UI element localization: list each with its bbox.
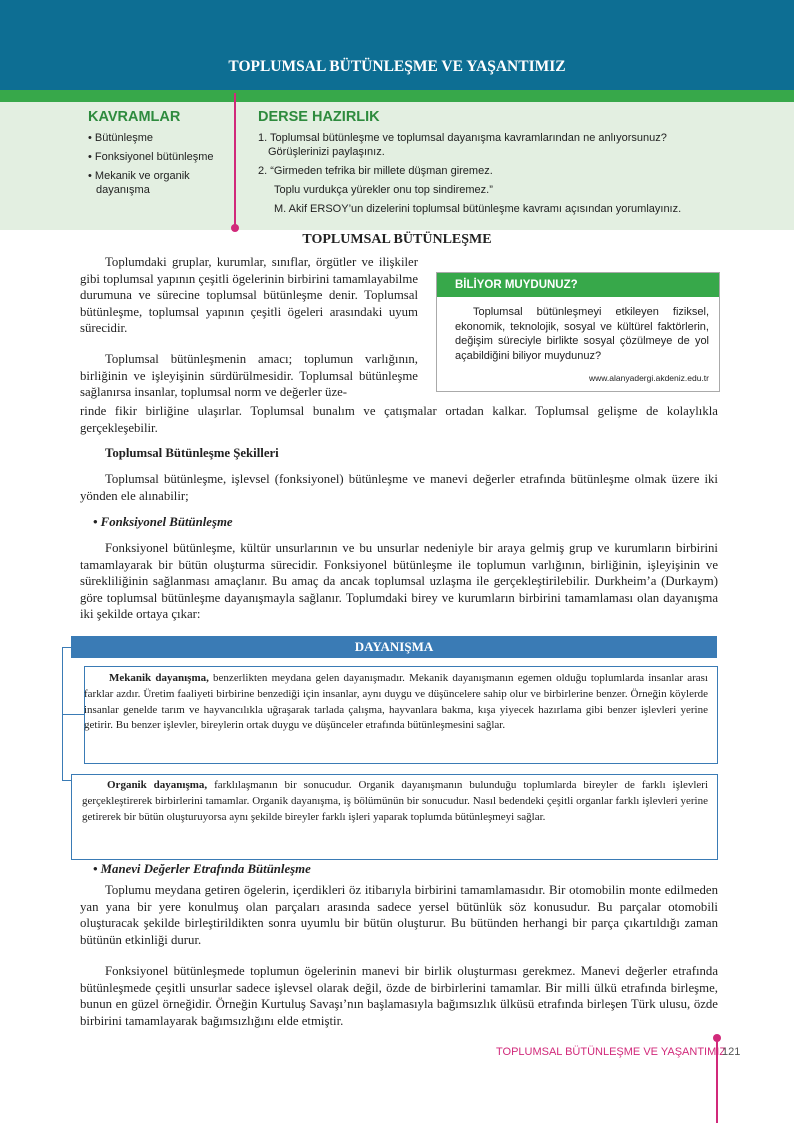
mekanik-term: Mekanik dayanışma,	[109, 672, 209, 684]
page-number: 121	[722, 1046, 741, 1058]
paragraph-3: Toplumsal bütünleşme, işlevsel (fonksiyonel) bütünleşme ve manevi değerler etrafında bütünleşme olmak üzere iki yönden ele alınabilir;	[80, 472, 718, 503]
kavram-item: dayanışma	[96, 184, 150, 196]
subsection-heading: Toplumsal Bütünleşme Şekilleri	[105, 446, 279, 460]
footer-title: TOPLUMSAL BÜTÜNLEŞME VE YAŞANTIMIZ	[496, 1046, 727, 1058]
did-you-know-text: Toplumsal bütünleşmeyi etkileyen fiziksel, ekonomik, teknolojik, sosyal ve kültürel faktörlerin, değişim süreciyle birlikte sosyal çözülmeye de yol açabildiğini biliyor muydunuz?	[455, 306, 709, 362]
paragraph-2a: Toplumsal bütünleşmenin amacı; toplumun varlığının, birliğinin ve işleyişinin sürdürülmesidir. Toplumsal bütünleşme sağlanırsa insanlar, toplumsal norm ve değerler üze-	[80, 352, 418, 400]
footer-dot	[713, 1034, 721, 1042]
paragraph-6: Fonksiyonel bütünleşmede toplumun ögelerinin manevi bir birlik oluşturması gerekmez. Manevi değerler etrafında bütünleşmede çeşitli unsurlar sadece işlevsel olarak değil, özde de birbirlerini tamamlar. Bir milli ülkü etrafında birleşme, bunun en güzel örneğidir. Örneğin Kurtuluş Savaşı’nın başlamasıyla bağımsızlık ülküsü etrafında birleşen Türk ulusu, özde birbirini tamamlayarak bağımsızlığını elde etmiştir.	[80, 964, 718, 1028]
derse-hazirlik-list	[258, 131, 738, 216]
kavramlar-heading: KAVRAMLAR	[88, 109, 181, 125]
hazirlik-line: Toplu vurdukça yürekler onu top sindiremez.”	[274, 184, 493, 196]
page-header	[0, 0, 794, 90]
fonksiyonel-heading: • Fonksiyonel Bütünleşme	[93, 515, 233, 529]
paragraph-2b: rinde fikir birliğine ulaşırlar. Toplumsal bunalım ve çatışmalar ortadan kalkar. Toplumsal gelişme de kolaylıkla gerçekleşebilir.	[80, 404, 718, 435]
organik-text	[82, 778, 708, 825]
kavramlar-list	[88, 131, 228, 197]
source-url: www.alanyadergi.akdeniz.edu.tr	[588, 373, 709, 383]
did-you-know-heading: BİLİYOR MUYDUNUZ?	[437, 273, 719, 297]
kavram-item: • Bütünleşme	[88, 132, 153, 144]
kavram-item: • Fonksiyonel bütünleşme	[88, 151, 214, 163]
organik-desc: farklılaşmanın bir sonucudur. Organik dayanışmanın bulunduğu toplumlarda bireyler de farklı işlevleri gerçekleştirerek birbirlerini tamamlar. Organik dayanışma, iş bölümünün bir sonucudur. Nasıl bedendeki çeşitli organlar farklı işlevleri yerine getirerek bir bütün oluşturuyorsa aynı şekilde bireyler farklı işleri yaparak toplumda bütünleşmeyi sağlar.	[82, 779, 708, 823]
paragraph-4: Fonksiyonel bütünleşme, kültür unsurlarının ve bu unsurlar nedeniyle bir araya gelmiş grup ve kurumların birbirini tamamlayarak bir bütün oluşturma sürecidir. Fonksiyonel bütünleşme ile toplumun varlığının, birliğinin, işleyişinin ve sürekliliğinin sağlanması amaçlanır. Bu amaç da ancak toplumsal uzlaşma ile gerçekleştirilebilir. Durkheim’a (Durkaym) göre toplumsal bütünleşme dayanışmayla sağlanır. Toplumdaki birey ve kurumların birbirini tamamlaması olan dayanışma iki şekilde ortaya çıkar:	[80, 541, 718, 622]
derse-hazirlik-heading: DERSE HAZIRLIK	[258, 109, 380, 125]
hazirlik-line: 1. Toplumsal bütünleşme ve toplumsal dayanışma kavramlarından ne anlıyorsunuz?	[258, 132, 667, 144]
mekanik-desc: benzerlikten meydana gelen dayanışmadır. Mekanik dayanışmanın egemen olduğu toplumlarda insanlar arası farklar azdır. Üretim faaliyeti birbirine benzediği için insanlar, aynı duygu ve düşüncelere sahip olur ve birbirlerine benzer. Örneğin köylerde insanlar genelde tarım ve hayvancılıkla uğraşarak tarlada çalışma, hayvanlara bakma, kışa yiyecek hazırlama gibi benzer işlevleri yerine getirir. Bu benzer işlevler, bireylerin ortak duygu ve düşünceler etrafında bütünleşmesini sağlar.	[84, 672, 708, 732]
connector-line	[62, 647, 71, 648]
connector-line	[62, 714, 84, 715]
manevi-heading: • Manevi Değerler Etrafında Bütünleşme	[93, 862, 311, 876]
chapter-title: TOPLUMSAL BÜTÜNLEŞME VE YAŞANTIMIZ	[228, 58, 566, 75]
divider-line	[234, 93, 236, 229]
divider-dot	[231, 224, 239, 232]
paragraph-5: Toplumu meydana getiren ögelerin, içerdikleri öz itibarıyla birbirini tamamlamasıdır. Bir otomobilin monte edilmeden yan yana bir yere konulmuş olan parçaları arasında sadece yersel bütünlük söz konusudur. Bu parçalar otomobili oluşturacak şekilde birleştirildikten sonra uyumlu bir bütün oluşturur. Bu bütünden herhangi bir parça çıkartıldığı zaman bütünün etkinliği durur.	[80, 883, 718, 947]
section-title: TOPLUMSAL BÜTÜNLEŞME	[302, 232, 492, 247]
kavram-item: • Mekanik ve organik	[88, 170, 190, 182]
hazirlik-line: 2. “Girmeden tefrika bir millete düşman giremez.	[258, 165, 493, 177]
paragraph-1: Toplumdaki gruplar, kurumlar, sınıflar, örgütler ve ilişkiler gibi toplumsal yapının çeşitli ögelerinin birbirini tamamlayabilme durumuna ve sürecine toplumsal bütünleşme denir. Toplumsal bütünleşme, toplumsal yapının çeşitli ögeleri arasındaki uyum sürecidir.	[80, 255, 418, 336]
organik-term: Organik dayanışma,	[107, 779, 208, 791]
connector-line	[62, 780, 71, 781]
header-strip	[0, 90, 794, 102]
did-you-know-box	[436, 272, 720, 392]
hazirlik-line: Görüşlerinizi paylaşınız.	[268, 146, 385, 158]
mekanik-text	[84, 671, 708, 734]
dayanisma-title-bar: DAYANIŞMA	[71, 636, 717, 658]
hazirlik-line: M. Akif ERSOY’un dizelerini toplumsal bütünleşme kavramı açısından yorumlayınız.	[274, 203, 682, 215]
